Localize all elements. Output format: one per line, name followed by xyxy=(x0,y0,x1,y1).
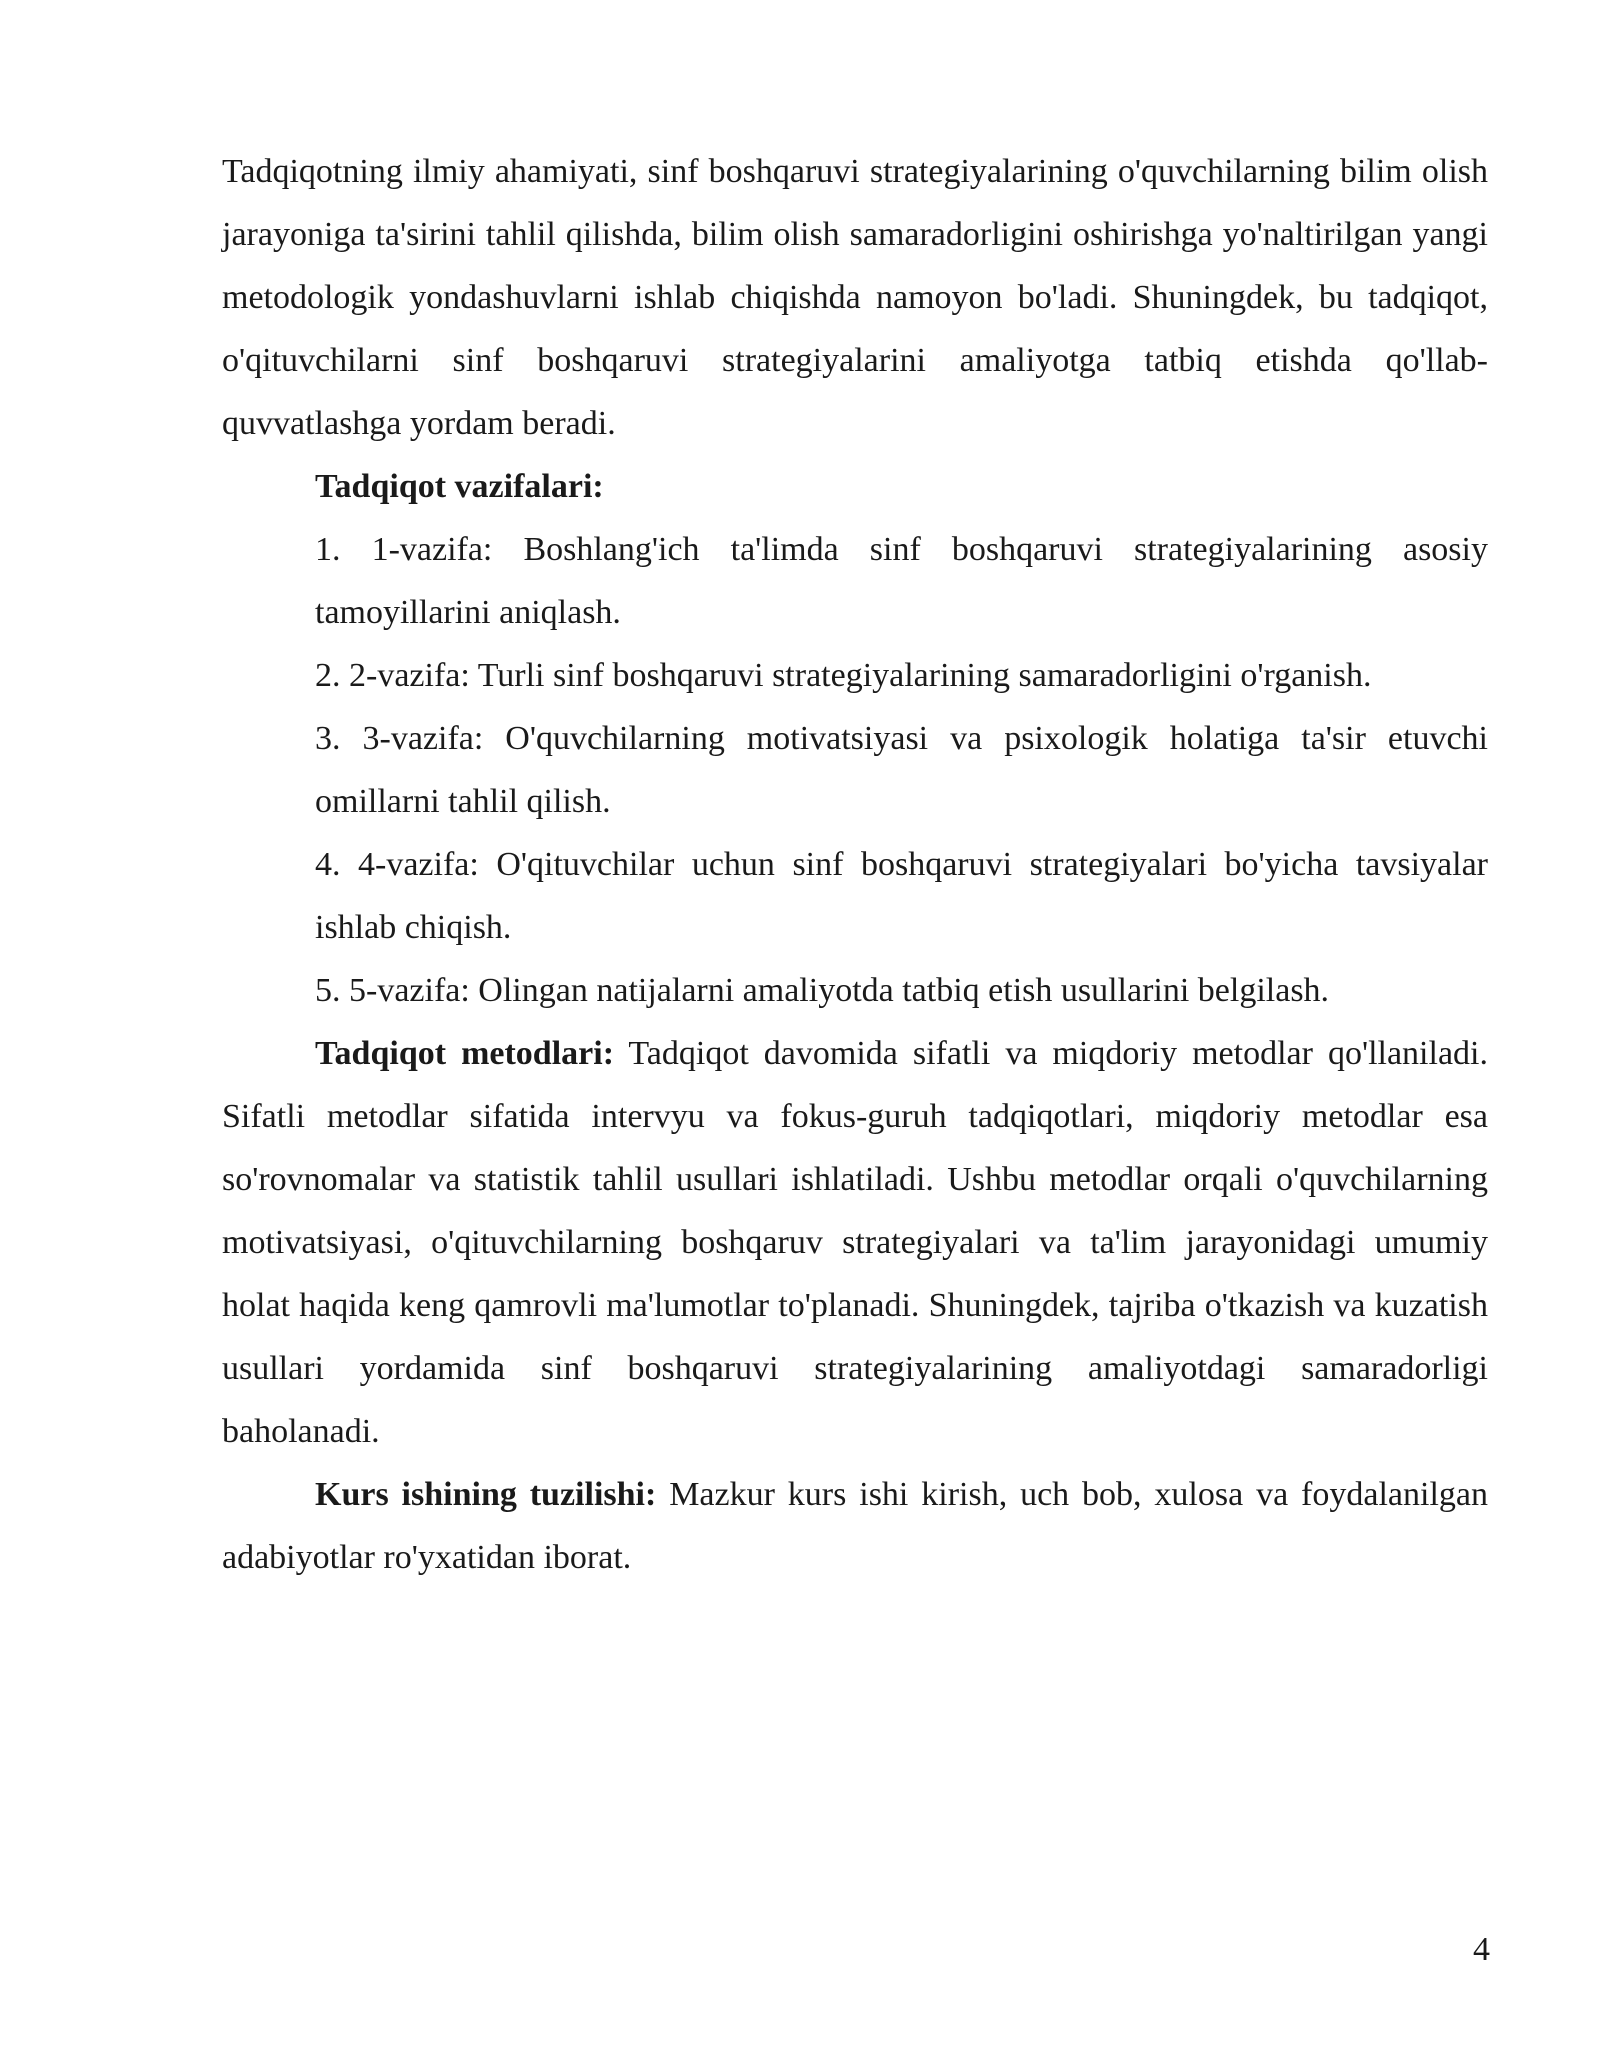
structure-paragraph xyxy=(222,1463,1488,1589)
significance-paragraph: Tadqiqotning ilmiy ahamiyati, sinf boshqaruvi strategiyalarining o'quvchilarning bilim olish jarayoniga ta'sirini tahlil qilishda, bilim olish samaradorligini oshirishga yo'naltirilgan yangi metodologik yondashuvlarni ishlab chiqishda namoyon bo'ladi. Shuningdek, bu tadqiqot, o'qituvchilarni sinf boshqaruvi strategiyalarini amaliyotga tatbiq etishda qo'llab-quvvatlashga yordam beradi. xyxy=(222,153,1488,442)
methods-paragraph xyxy=(222,1022,1488,1463)
document-page xyxy=(222,140,1488,1589)
tasks-heading: Tadqiqot vazifalari: xyxy=(315,468,604,505)
task-item-3: 3. 3-vazifa: O'quvchilarning motivatsiyasi va psixologik holatiga ta'sir etuvchi omillarni tahlil qilish. xyxy=(315,720,1488,820)
task-item-4: 4. 4-vazifa: O'qituvchilar uchun sinf boshqaruvi strategiyalari bo'yicha tavsiyalar ishlab chiqish. xyxy=(315,846,1488,946)
page-number: 4 xyxy=(1473,1931,1490,1968)
structure-text: Mazkur kurs ishi kirish, uch bob, xulosa va foydalanilgan adabiyotlar ro'yxatidan iborat. xyxy=(222,1476,1488,1576)
task-item-1: 1. 1-vazifa: Boshlang'ich ta'limda sinf boshqaruvi strategiyalarining asosiy tamoyillarini aniqlash. xyxy=(315,531,1488,631)
methods-heading: Tadqiqot metodlari: xyxy=(315,1035,615,1072)
methods-text: Tadqiqot davomida sifatli va miqdoriy metodlar qo'llaniladi. Sifatli metodlar sifatida intervyu va fokus-guruh tadqiqotlari, miqdoriy metodlar esa so'rovnomalar va statistik tahlil usullari ishlatiladi. Ushbu metodlar orqali o'quvchilarning motivatsiyasi, o'qituvchilarning boshqaruv strategiyalari va ta'lim jarayonidagi umumiy holat haqida keng qamrovli ma'lumotlar to'planadi. Shuningdek, tajriba o'tkazish va kuzatish usullari yordamida sinf boshqaruvi strategiyalarining amaliyotdagi samaradorligi baholanadi. xyxy=(222,1035,1488,1450)
task-item-5: 5. 5-vazifa: Olingan natijalarni amaliyotda tatbiq etish usullarini belgilash. xyxy=(315,972,1330,1009)
task-item-2: 2. 2-vazifa: Turli sinf boshqaruvi strategiyalarining samaradorligini o'rganish. xyxy=(315,657,1372,694)
tasks-list xyxy=(222,518,1488,1022)
structure-heading: Kurs ishining tuzilishi: xyxy=(315,1476,657,1513)
